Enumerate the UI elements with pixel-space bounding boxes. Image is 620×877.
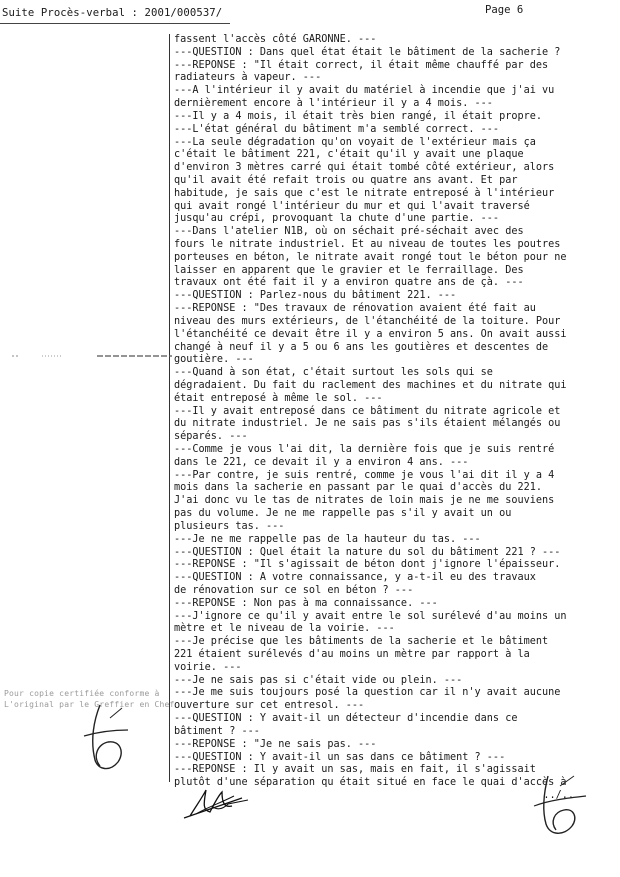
statement-line: ouverture sur cet entresol. ---	[174, 700, 365, 712]
statement-line: dans le 221, ce devait il y a environ 4 ans. ---	[174, 456, 469, 468]
statement-line: ---QUESTION : Quel était la nature du sol du bâtiment 221 ? ---	[174, 546, 561, 558]
statement-line: ---REPONSE : "Il était correct, il était même chauffé par des	[174, 59, 549, 71]
statement-line: ---L'état général du bâtiment m'a semblé correct. ---	[174, 123, 500, 135]
statement-line: ---Il y a 4 mois, il était très bien rangé, il était propre.	[174, 110, 543, 122]
statement-line: pas du volume. Je ne me rappelle pas s'il y avait un ou	[174, 508, 512, 520]
statement-line: ---A l'intérieur il y avait du matériel à incendie que j'ai vu	[174, 85, 555, 97]
signature-bottom-center	[182, 786, 252, 822]
statement-line: radiateurs à vapeur. ---	[174, 72, 322, 84]
statement-line: était entreposé à même le sol. ---	[174, 392, 383, 404]
statement-line: de rénovation sur ce sol en béton ? ---	[174, 584, 414, 596]
statement-line: ../..	[543, 789, 574, 801]
statement-line: d'environ 3 mètres carré qui était tombé côté extérieur, alors	[174, 162, 555, 174]
statement-line: fours le nitrate industriel. Et au niveau de toutes les poutres	[174, 239, 561, 250]
stamp-line-1: Pour copie certifiée conforme à	[4, 689, 160, 698]
statement-line: ---QUESTION : Parlez-nous du bâtiment 221. ---	[174, 290, 457, 302]
statement-line: ---QUESTION : Dans quel état était le bâtiment de la sacherie ?	[174, 46, 561, 58]
statement-line: bâtiment ? ---	[174, 725, 260, 737]
statement-body	[174, 34, 614, 803]
statement-line: ---QUESTION : Y avait-il un sas dans ce bâtiment ? ---	[174, 751, 506, 763]
statement-line: ---Par contre, je suis rentré, comme je vous l'ai dit il y a 4	[174, 469, 555, 481]
statement-line: qu'il avait été refait trois ou quatre ans avant. Et par	[174, 174, 518, 186]
statement-line: ---J'ignore ce qu'il y avait entre le sol surélevé d'au moins un	[174, 610, 567, 622]
statement-line: 221 étaient surélevés d'au moins un mètre par rapport à la	[174, 649, 530, 660]
statement-line: ---Je me suis toujours posé la question car il n'y avait aucune	[174, 687, 561, 699]
statement-line: habitude, je sais que c'est le nitrate entreposé à l'intérieur	[174, 187, 555, 199]
statement-line: J'ai donc vu le tas de nitrates de loin mais je ne me souviens	[174, 495, 555, 507]
statement-line: ---Il y avait entreposé dans ce bâtiment du nitrate agricole et	[174, 405, 561, 417]
statement-line: plusieurs tas. ---	[174, 520, 285, 532]
signature-bottom-right	[528, 772, 590, 840]
statement-line: changé à neuf il y a 5 ou 6 ans les goutières et descentes de	[174, 341, 549, 353]
statement-line: ---QUESTION : A votre connaissance, y a-t-il eu des travaux	[174, 572, 536, 584]
statement-line: ---Dans l'atelier N1B, où on séchait pré-séchait avec des	[174, 226, 524, 238]
statement-line: du nitrate industriel. Je ne sais pas s'ils étaient mélangés ou	[174, 418, 561, 430]
statement-line: ---Je ne me rappelle pas de la hauteur du tas. ---	[174, 533, 481, 545]
statement-line: goutière. ---	[174, 354, 254, 366]
page-number: Page 6	[485, 4, 524, 16]
signature-left-margin	[70, 700, 140, 775]
statement-line: travaux ont été fait il y a environ quatre ans de çà. ---	[174, 277, 524, 289]
statement-line: porteuses en béton, le nitrate avait rongé tout le béton pour ne	[174, 251, 567, 263]
statement-line: ---REPONSE : "Des travaux de rénovation avaient été fait au	[174, 303, 536, 315]
statement-line: laisser en apparent que le gravier et le ferraillage. Des	[174, 264, 524, 276]
statement-line: niveau des murs extérieurs, de l'étanchéité de la toiture. Pour	[174, 315, 561, 327]
statement-line: fassent l'accès côté GARONNE. ---	[174, 34, 377, 45]
margin-strike-mark	[12, 354, 172, 358]
statement-line: dernièrement encore à l'intérieur il y a 4 mois. ---	[174, 98, 493, 110]
statement-line: ---REPONSE : Il y avait un sas, mais en fait, il s'agissait	[174, 764, 536, 776]
statement-line: ---Comme je vous l'ai dit, la dernière fois que je suis rentré	[174, 444, 555, 455]
header-underline	[0, 23, 230, 24]
header-reference: Suite Procès-verbal : 2001/000537/	[2, 7, 223, 19]
statement-line: c'était le bâtiment 221, c'était qu'il y avait une plaque	[174, 149, 524, 161]
statement-line: voirie. ---	[174, 661, 242, 673]
statement-line: ---REPONSE : Non pas à ma connaissance. ---	[174, 597, 438, 609]
margin-rule	[169, 34, 170, 782]
statement-line: séparés. ---	[174, 431, 248, 443]
statement-line: l'étanchéité ce devait être il y a environ 5 ans. On avait aussi	[174, 328, 567, 340]
statement-line: mois dans la sacherie en passant par le quai d'accès du 221.	[174, 482, 543, 494]
statement-line: ---La seule dégradation qu'on voyait de l'extérieur mais ça	[174, 136, 536, 148]
statement-line: mètre et le niveau de la voirie. ---	[174, 623, 395, 635]
statement-line: plutôt d'une séparation qu était situé en face le quai d'accès à	[174, 777, 567, 789]
statement-line: ---Je précise que les bâtiments de la sacherie et le bâtiment	[174, 636, 549, 648]
statement-line: dégradaient. Du fait du raclement des machines et du nitrate qui	[174, 379, 567, 391]
statement-line: ---REPONSE : "Il s'agissait de béton dont j'ignore l'épaisseur.	[174, 559, 561, 571]
statement-line: jusqu'au crépi, provoquant la chute d'une partie. ---	[174, 213, 500, 225]
statement-line: qui avait rongé l'intérieur du mur et qui l'avait traversé	[174, 200, 530, 212]
statement-line: ---Quand à son état, c'était surtout les sols qui se	[174, 367, 493, 379]
statement-line: ---QUESTION : Y avait-il un détecteur d'incendie dans ce	[174, 713, 518, 725]
statement-line: ---REPONSE : "Je ne sais pas. ---	[174, 738, 377, 750]
statement-line: ---Je ne sais pas si c'était vide ou plein. ---	[174, 674, 463, 686]
stamp-line-2: L'original par le Greffier en Chef	[4, 700, 175, 709]
